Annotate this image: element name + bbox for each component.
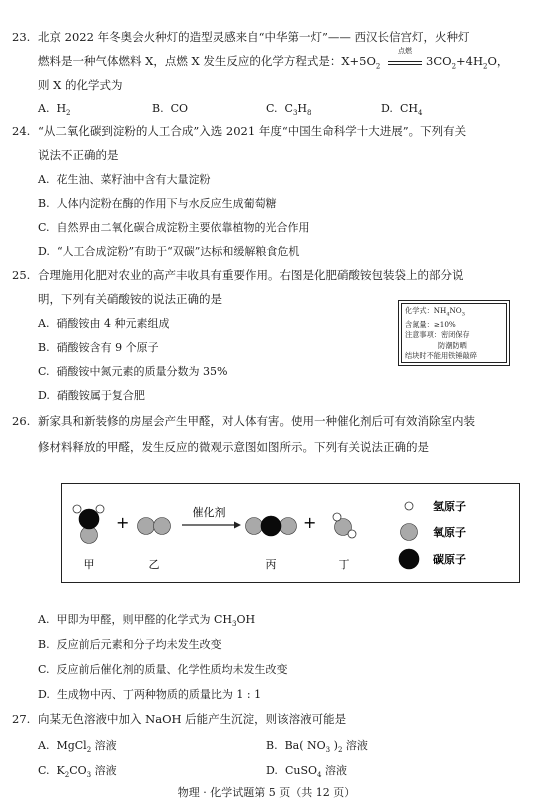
legend-oxygen-swatch [401, 524, 418, 541]
reaction-arrow [182, 522, 241, 529]
plus-sign: + [116, 513, 130, 532]
question-number: 25. [12, 268, 31, 282]
question-text: 说法不正确的是 [38, 148, 119, 162]
question-text: 明，下列有关硝酸铵的说法正确的是 [38, 292, 222, 306]
question-number: 26. [12, 414, 31, 428]
question-text: 燃料是一种气体燃料 X，点燃 X 发生反应的化学方程式是：$X+5O_2$ 点燃 $3CO_2+4H_2O$， [38, 47, 509, 71]
option-c[interactable]: C. 反应前后催化剂的质量、化学性质均未发生改变 [38, 663, 288, 676]
question-text: 则 X 的化学式为 [38, 78, 123, 92]
page-footer: 物理 · 化学试题第 5 页（共 12 页） [177, 786, 356, 799]
label-notice: 防潮防晒 [438, 340, 467, 350]
species-label: 丙 [265, 558, 277, 571]
option-b[interactable]: B. 反应前后元素和分子均未发生改变 [38, 638, 222, 651]
question-text: 新家具和新装修的房屋会产生甲醛，对人体有害。使用一种催化剂后可有效消除室内装 [38, 414, 475, 428]
plus-sign: + [303, 513, 317, 532]
molecule-ding [333, 513, 356, 538]
option-b[interactable]: B. CO [152, 102, 189, 115]
catalyst-label: 催化剂 [192, 506, 226, 519]
option-c[interactable]: C. 自然界由二氧化碳合成淀粉主要依靠植物的光合作用 [38, 221, 310, 234]
option-b[interactable]: B. 人体内淀粉在酶的作用下与水反应生成葡萄糖 [38, 197, 277, 210]
option-a[interactable]: A. 硝酸铵由 4 种元素组成 [38, 317, 170, 330]
option-d[interactable]: D. 生成物中丙、丁两种物质的质量比为 1 : 1 [38, 688, 262, 701]
question-text: “从二氧化碳到淀粉的人工合成”入选 2021 年度“中国生命科学十大进展”。下列有关 [38, 124, 467, 138]
option-d[interactable]: D. $CH_4$ [381, 102, 423, 118]
option-c[interactable]: C. $K_2CO_3$ 溶液 [38, 764, 117, 780]
legend-carbon-swatch [399, 549, 419, 569]
label-nitrogen: 含氮量：≥10% [405, 319, 456, 329]
legend [399, 499, 466, 569]
question-text: 合理施用化肥对农业的高产丰收具有重要作用。右图是化肥硝酸铵包装袋上的部分说 [38, 268, 464, 282]
option-c[interactable]: C. 硝酸铵中氮元素的质量分数为 35% [38, 365, 228, 378]
option-d[interactable]: D. 硝酸铵属于复合肥 [38, 389, 145, 402]
option-a[interactable]: A. $H_2$ [38, 102, 71, 118]
question-number: 23. [12, 30, 31, 44]
molecule-jia [73, 505, 104, 544]
legend-hydrogen-swatch [405, 502, 413, 510]
option-a[interactable]: A. 花生油、菜籽油中含有大量淀粉 [38, 173, 211, 186]
molecule-bing [246, 516, 297, 536]
species-label: 甲 [83, 558, 95, 571]
option-a[interactable]: A. MgCl$_2$ 溶液 [38, 739, 117, 755]
legend-carbon-label: 碳原子 [433, 553, 466, 566]
option-a[interactable]: A. 甲即为甲醛，则甲醛的化学式为 $CH_3OH$ [38, 613, 256, 629]
label-notice: 注意事项：密闭保存 [405, 330, 470, 340]
species-label: 丁 [338, 558, 350, 571]
option-b[interactable]: B. 硝酸铵含有 9 个原子 [38, 341, 159, 354]
legend-hydrogen-label: 氢原子 [433, 500, 466, 513]
fertilizer-label [398, 300, 510, 366]
option-d[interactable]: D. CuSO$_4$ 溶液 [266, 764, 347, 780]
reaction-diagram [61, 483, 520, 583]
label-formula: 化学式：$NH_4NO_3$ [405, 306, 465, 318]
question-number: 27. [12, 712, 31, 726]
molecule-yi [138, 518, 171, 535]
option-d[interactable]: D. “人工合成淀粉”有助于“双碳”达标和缓解粮食危机 [38, 245, 300, 258]
option-b[interactable]: B. Ba( $NO_3$ )$_2$ 溶液 [266, 739, 368, 755]
reaction-condition: 点燃 [398, 47, 413, 55]
molecule-diagram [62, 484, 519, 582]
reaction-arrow [384, 47, 426, 69]
label-notice: 结块时不能用铁锤敲碎 [405, 351, 477, 361]
species-label: 乙 [148, 558, 160, 571]
option-c[interactable]: C. $C_3H_8$ [266, 102, 312, 118]
question-text: 修材料释放的甲醛，发生反应的微观示意图如图所示。下列有关说法正确的是 [38, 440, 429, 454]
question-number: 24. [12, 124, 31, 138]
question-text: 北京 2022 年冬奥会火种灯的造型灵感来自“中华第一灯”—— 西汉长信宫灯，火种灯 [38, 30, 470, 44]
question-text: 向某无色溶液中加入 NaOH 后能产生沉淀，则该溶液可能是 [38, 712, 347, 726]
legend-oxygen-label: 氧原子 [433, 526, 466, 539]
